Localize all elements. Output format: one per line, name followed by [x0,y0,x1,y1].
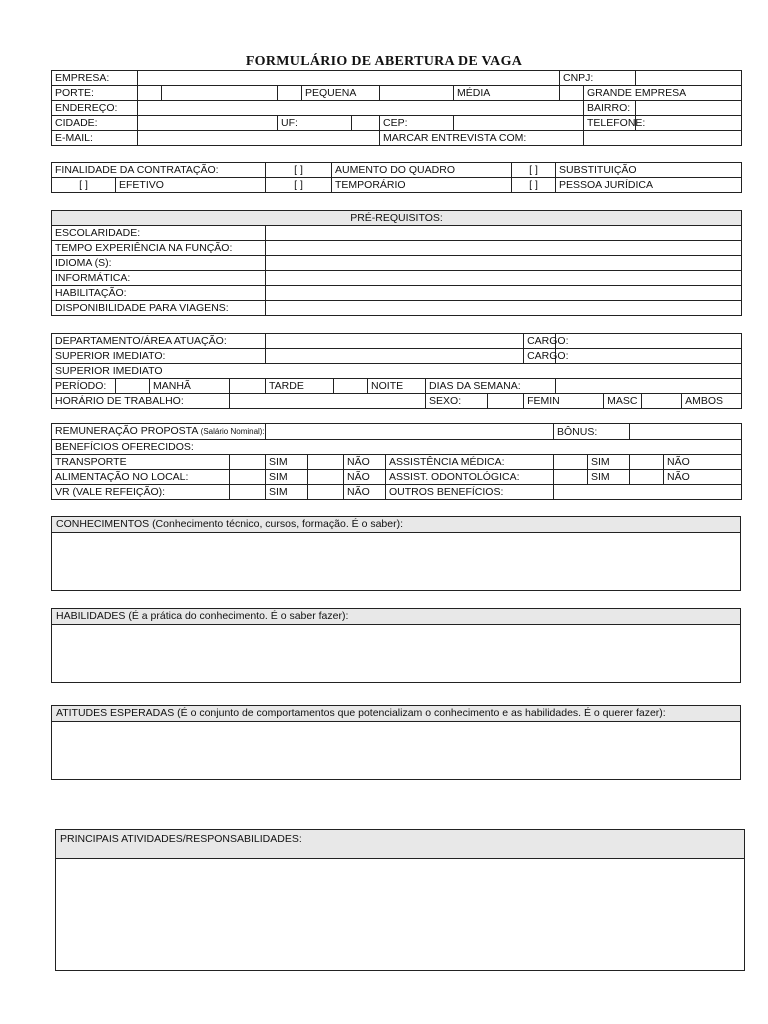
form-title: FORMULÁRIO DE ABERTURA DE VAGA [245,54,523,69]
pequena-checkbox[interactable] [278,86,302,101]
porte-label: PORTE: [52,86,138,101]
bonus-label: BÔNUS: [554,424,630,440]
assist-medica-sim-label: SIM [588,455,630,470]
cidade-field[interactable] [138,116,278,131]
departamento-field[interactable] [266,334,524,349]
cargo2-label: CARGO: [524,349,556,364]
assist-medica-sim-checkbox[interactable] [554,455,588,470]
outros-field[interactable] [554,485,742,500]
position-table [51,333,742,409]
transporte-nao-checkbox[interactable] [308,455,344,470]
endereco-label: ENDEREÇO: [52,101,138,116]
telefone-field[interactable] [636,116,742,131]
ambos-label: AMBOS [682,394,742,409]
noite-checkbox[interactable] [334,379,368,394]
informatica-label: INFORMÁTICA: [52,271,266,286]
tarde-label: TARDE [266,379,334,394]
experiencia-field[interactable] [266,241,742,256]
entrevista-label: MARCAR ENTREVISTA COM: [380,131,584,146]
atividades-section [55,829,745,971]
vr-label: VR (VALE REFEIÇÃO): [52,485,230,500]
alimentacao-nao-checkbox[interactable] [308,470,344,485]
alimentacao-sim-checkbox[interactable] [230,470,266,485]
bairro-label: BAIRRO: [584,101,636,116]
beneficios-label: BENEFÍCIOS OFERECIDOS: [52,440,742,455]
assist-medica-label: ASSISTÊNCIA MÉDICA: [386,455,554,470]
email-label: E-MAIL: [52,131,138,146]
transporte-nao-label: NÃO [344,455,386,470]
media-label: MÉDIA [454,86,560,101]
alimentacao-nao-label: NÃO [344,470,386,485]
experiencia-label: TEMPO EXPERIÊNCIA NA FUNÇÃO: [52,241,266,256]
cargo2-field[interactable] [556,349,742,364]
habilitacao-field[interactable] [266,286,742,301]
empresa-field[interactable] [138,71,560,86]
assist-medica-nao-checkbox[interactable] [630,455,664,470]
tarde-checkbox[interactable] [230,379,266,394]
habilitacao-label: HABILITAÇÃO: [52,286,266,301]
viagens-field[interactable] [266,301,742,316]
masc-label: MASC [604,394,642,409]
temporario-checkbox[interactable]: [ ] [266,178,332,193]
alimentacao-label: ALIMENTAÇÃO NO LOCAL: [52,470,230,485]
purpose-table [51,162,742,193]
porte-blank[interactable] [162,86,278,101]
atitudes-section [51,705,741,780]
outros-label: OUTROS BENEFÍCIOS: [386,485,554,500]
viagens-label: DISPONIBILIDADE PARA VIAGENS: [52,301,266,316]
cnpj-label: CNPJ: [560,71,636,86]
media-checkbox[interactable] [380,86,454,101]
requirements-table [51,210,742,316]
efetivo-checkbox[interactable]: [ ] [52,178,116,193]
superior-field[interactable] [266,349,524,364]
uf-label: UF: [278,116,352,131]
informatica-field[interactable] [266,271,742,286]
assist-odonto-sim-checkbox[interactable] [554,470,588,485]
masc-checkbox[interactable] [642,394,682,409]
assist-medica-nao-label: NÃO [664,455,742,470]
alimentacao-sim-label: SIM [266,470,308,485]
company-info-table [51,70,742,146]
temporario-label: TEMPORÁRIO [332,178,512,193]
efetivo-label: EFETIVO [116,178,266,193]
transporte-sim-label: SIM [266,455,308,470]
vr-sim-checkbox[interactable] [230,485,266,500]
conhecimentos-section [51,516,741,591]
assist-odonto-nao-label: NÃO [664,470,742,485]
assist-odonto-nao-checkbox[interactable] [630,470,664,485]
requirements-header: PRÉ-REQUISITOS: [52,211,742,226]
entrevista-field[interactable] [584,131,742,146]
atividades-header: PRINCIPAIS ATIVIDADES/RESPONSABILIDADES: [56,830,744,859]
atitudes-header: ATITUDES ESPERADAS (É o conjunto de comportamentos que potencializam o conhecimento e as habilidades. É o querer fazer): [52,706,740,722]
empresa-label: EMPRESA: [52,71,138,86]
departamento-label: DEPARTAMENTO/ÁREA ATUAÇÃO: [52,334,266,349]
idioma-label: IDIOMA (S): [52,256,266,271]
grande-label: GRANDE EMPRESA [584,86,742,101]
remuneracao-field[interactable] [266,424,554,440]
finalidade-label: FINALIDADE DA CONTRATAÇÃO: [52,163,266,178]
escolaridade-field[interactable] [266,226,742,241]
transporte-label: TRANSPORTE [52,455,230,470]
cnpj-field[interactable] [636,71,742,86]
cargo-field[interactable] [556,334,742,349]
vr-sim-label: SIM [266,485,308,500]
cep-field[interactable] [454,116,584,131]
vr-nao-checkbox[interactable] [308,485,344,500]
substituicao-checkbox[interactable]: [ ] [512,163,556,178]
assist-odonto-sim-label: SIM [588,470,630,485]
noite-label: NOITE [368,379,426,394]
pequena-label: PEQUENA [302,86,380,101]
conhecimentos-header: CONHECIMENTOS (Conhecimento técnico, cursos, formação. É o saber): [52,517,740,533]
bonus-field[interactable] [630,424,742,440]
manha-label: MANHÃ [150,379,230,394]
substituicao-label: SUBSTITUIÇÃO [556,163,742,178]
femin-checkbox[interactable] [488,394,524,409]
remuneracao-text: REMUNERAÇÃO PROPOSTA [55,425,198,437]
pj-checkbox[interactable]: [ ] [512,178,556,193]
periodo-label: PERÍODO: [52,379,116,394]
compensation-table [51,423,742,500]
remuneracao-label [52,424,266,440]
habilidades-section [51,608,741,683]
cidade-label: CIDADE: [52,116,138,131]
superior2-label: SUPERIOR IMEDIATO [52,364,742,379]
endereco-field[interactable] [138,101,584,116]
dias-field[interactable] [556,379,742,394]
uf-field[interactable] [352,116,380,131]
aumento-checkbox[interactable]: [ ] [266,163,332,178]
bairro-field[interactable] [636,101,742,116]
transporte-sim-checkbox[interactable] [230,455,266,470]
sexo-label: SEXO: [426,394,488,409]
porte-field[interactable] [138,86,162,101]
escolaridade-label: ESCOLARIDADE: [52,226,266,241]
horario-field[interactable] [230,394,426,409]
grande-checkbox[interactable] [560,86,584,101]
cep-label: CEP: [380,116,454,131]
idioma-field[interactable] [266,256,742,271]
habilidades-header: HABILIDADES (É a prática do conhecimento. É o saber fazer): [52,609,740,625]
vr-nao-label: NÃO [344,485,386,500]
telefone-label: TELEFONE: [584,116,636,131]
cargo-label: CARGO: [524,334,556,349]
femin-label: FEMIN [524,394,604,409]
pj-label: PESSOA JURÍDICA [556,178,742,193]
manha-checkbox[interactable] [116,379,150,394]
aumento-label: AUMENTO DO QUADRO [332,163,512,178]
salario-text: (Salário Nominal): [200,427,265,436]
dias-label: DIAS DA SEMANA: [426,379,556,394]
superior-label: SUPERIOR IMEDIATO: [52,349,266,364]
email-field[interactable] [138,131,380,146]
horario-label: HORÁRIO DE TRABALHO: [52,394,230,409]
assist-odonto-label: ASSIST. ODONTOLÓGICA: [386,470,554,485]
